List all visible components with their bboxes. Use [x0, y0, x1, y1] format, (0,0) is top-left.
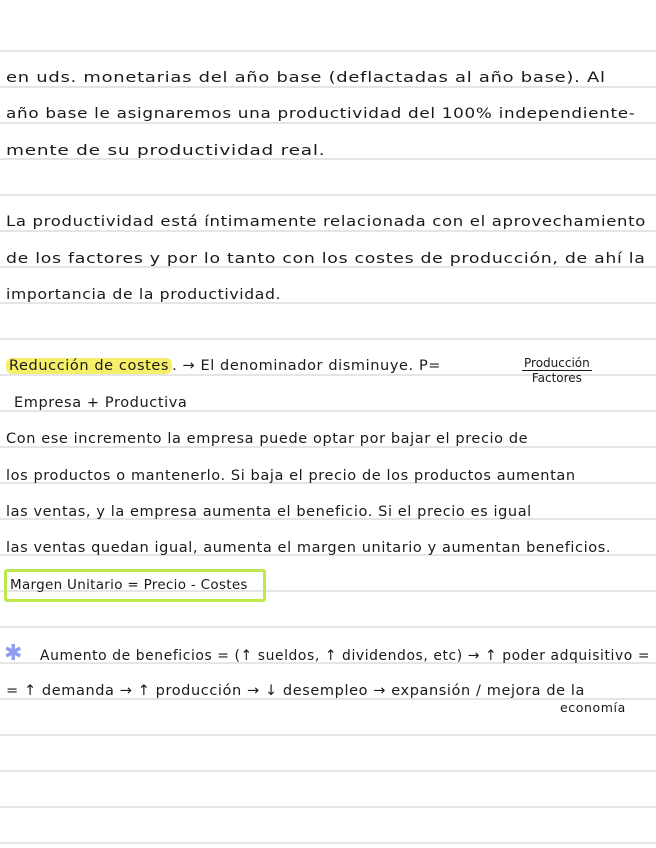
costs-line5: las ventas, y la empresa aumenta el beneficio. Si el precio es igual — [6, 504, 532, 520]
costs-heading-line — [6, 356, 441, 376]
paragraph1-line3: mente de su productividad real. — [6, 143, 326, 159]
paragraph1-line1: en uds. monetarias del año base (deflactadas al año base). Al — [6, 70, 606, 86]
star-icon: ✱ — [4, 641, 23, 666]
productivity-fraction — [522, 356, 592, 385]
paragraph2-line3: importancia de la productividad. — [6, 287, 282, 303]
paragraph1-line2: año base le asignaremos una productividad del 100% independiente- — [6, 106, 636, 122]
fraction-denominator: Factores — [531, 371, 582, 385]
benefits-line3: economía — [560, 700, 626, 715]
margin-formula-box — [4, 569, 266, 602]
paragraph2-line1: La productividad está íntimamente relacionada con el aprovechamiento — [6, 214, 647, 230]
costs-heading-highlight: Reducción de costes — [6, 358, 172, 374]
benefits-line1: Aumento de beneficios = (↑ sueldos, ↑ dividendos, etc) → ↑ poder adquisitivo = — [40, 648, 651, 664]
benefits-line2: = ↑ demanda → ↑ producción → ↓ desempleo → expansión / mejora de la — [6, 683, 585, 699]
margin-formula: Margen Unitario = Precio - Costes — [10, 577, 248, 593]
costs-arrow-text: . → El denominador disminuye. P= — [172, 358, 442, 374]
fraction-numerator: Producción — [524, 356, 590, 370]
costs-line6: las ventas quedan igual, aumenta el margen unitario y aumentan beneficios. — [6, 540, 612, 556]
costs-line3: Con ese incremento la empresa puede optar por bajar el precio de — [6, 431, 529, 447]
costs-line2: Empresa + Productiva — [14, 395, 188, 411]
costs-line4: los productos o mantenerlo. Si baja el precio de los productos aumentan — [6, 468, 576, 484]
paragraph2-line2: de los factores y por lo tanto con los costes de producción, de ahí la — [6, 251, 646, 267]
